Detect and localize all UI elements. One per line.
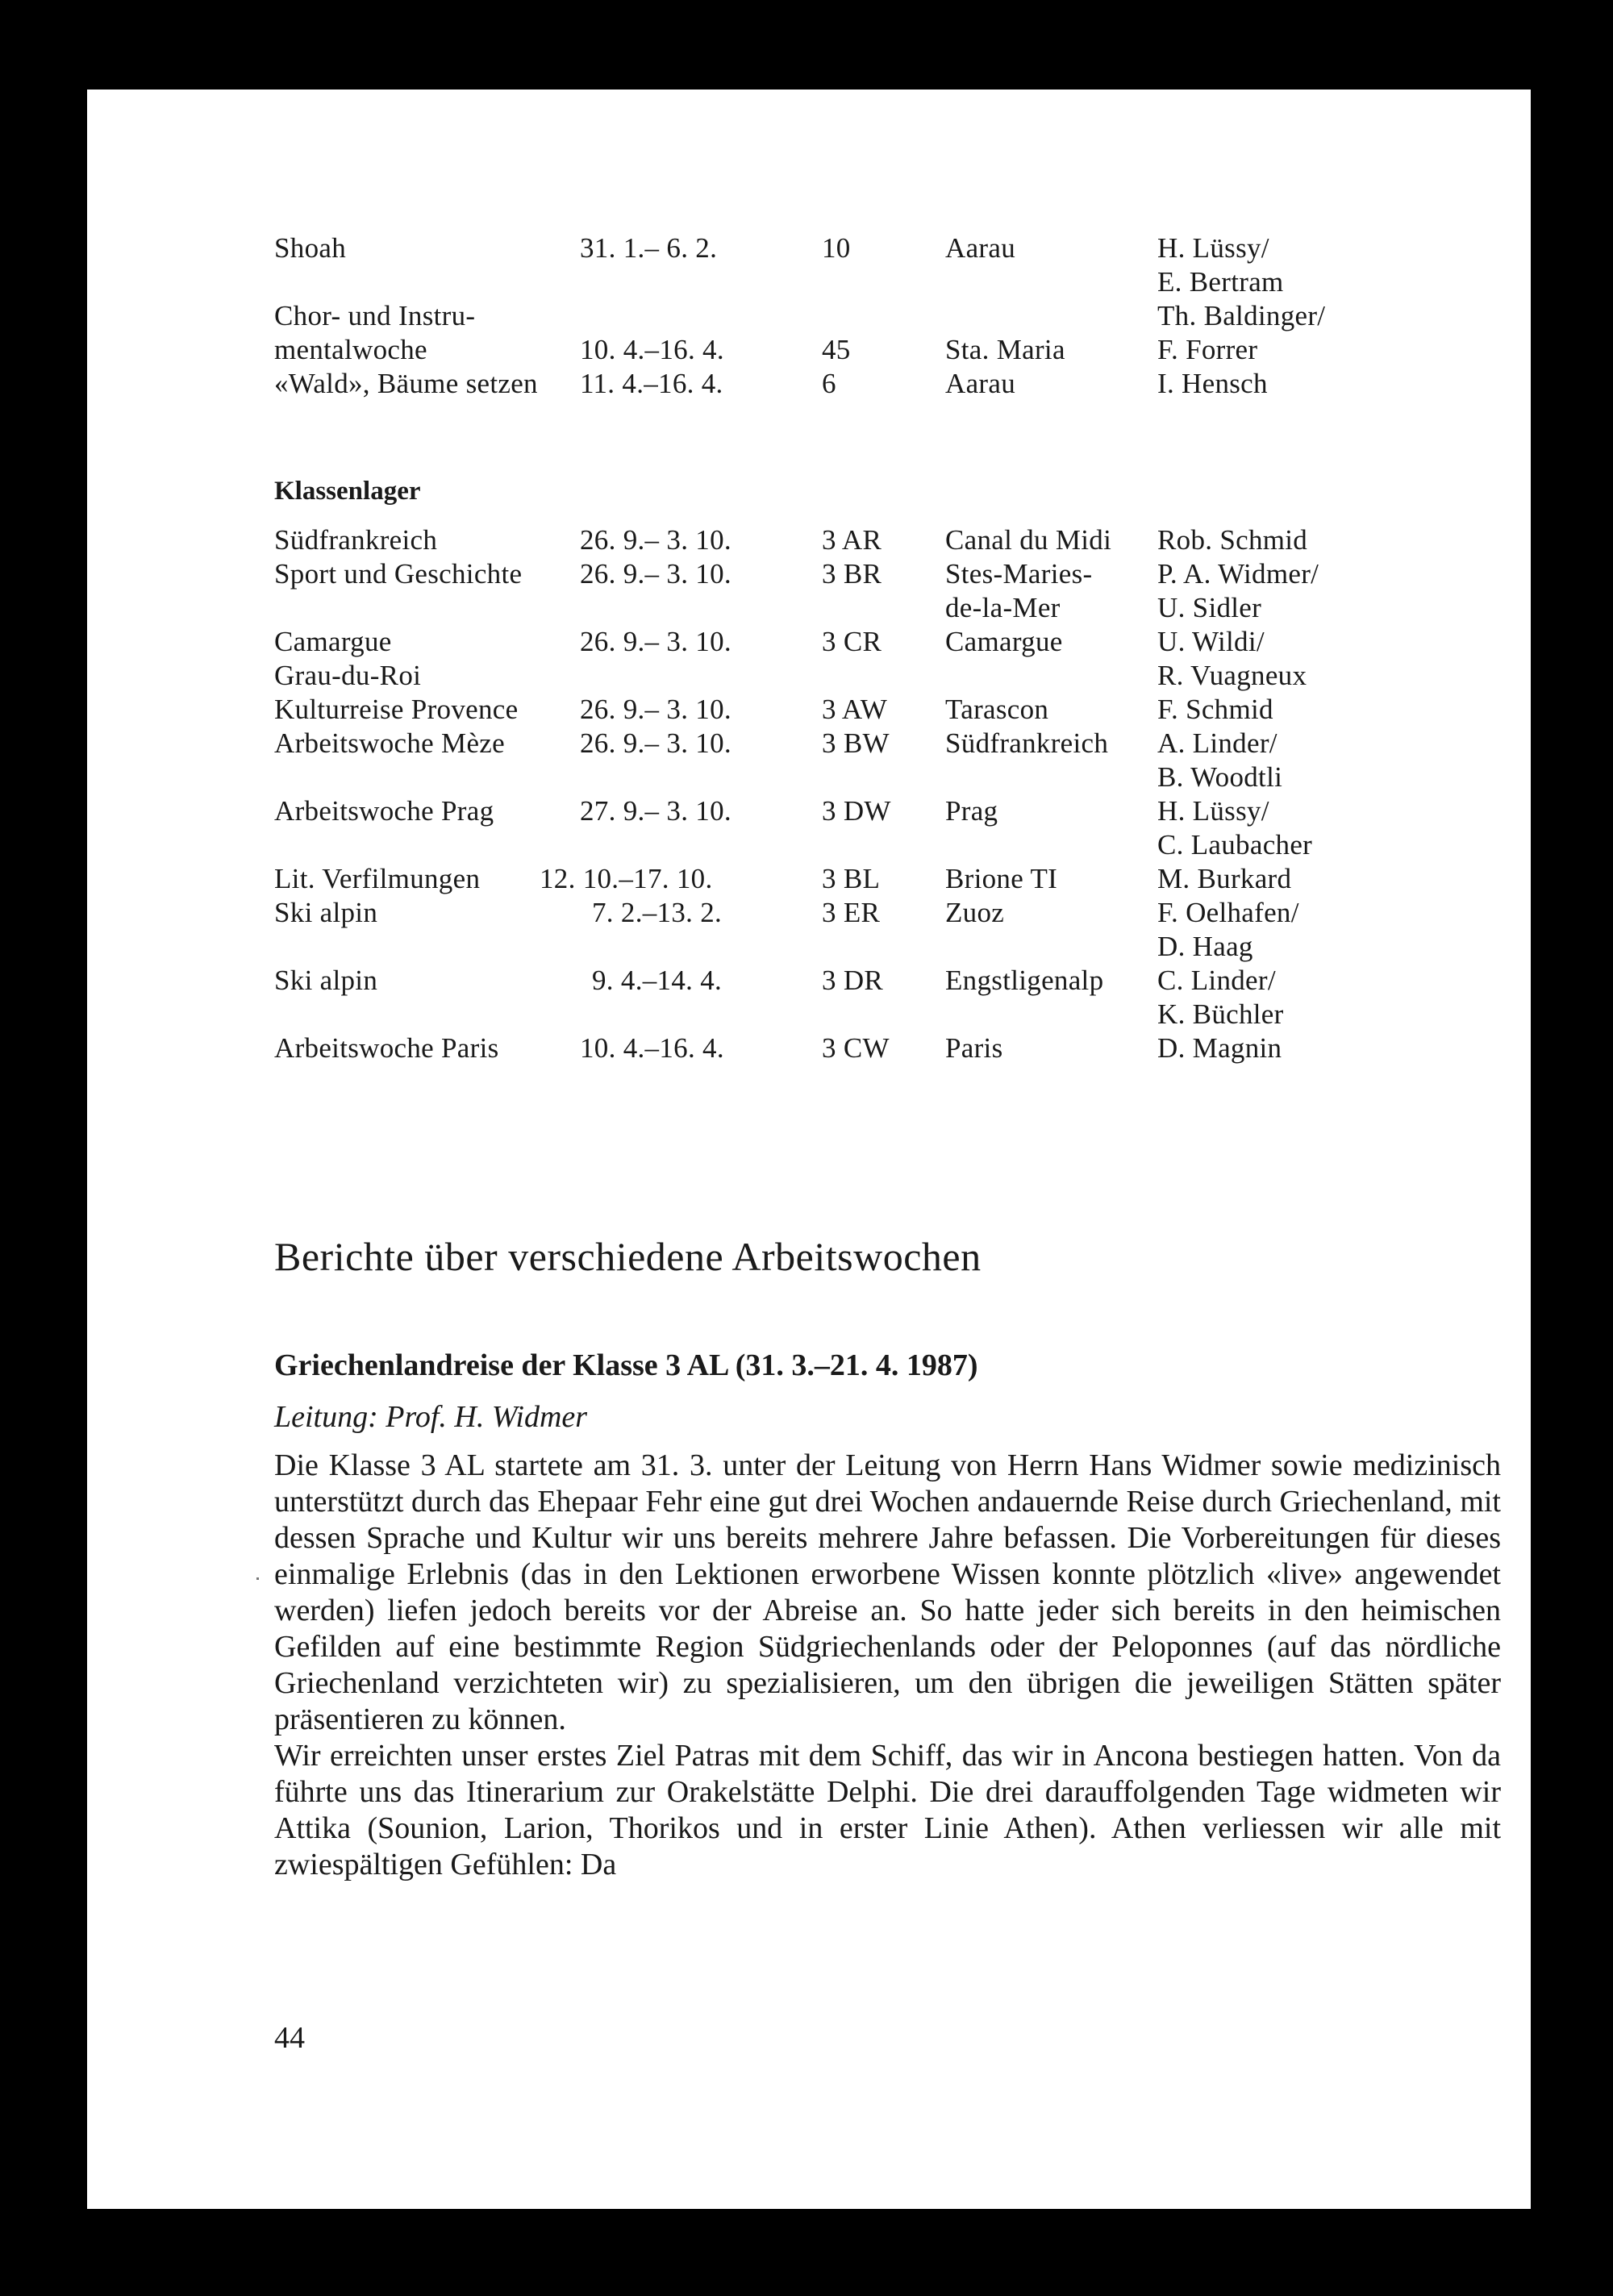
table-cell-place: Zuoz [945, 897, 1005, 928]
table-cell-class: 3 BL [822, 863, 881, 894]
article-paragraph: Die Klasse 3 AL startete am 31. 3. unter der Leitung von Herrn Hans Widmer sowie medizinisch unterstützt durch das Ehepaar Fehr eine gut drei Wochen andauernde Reise durch Griechenland, mit dessen Sprache und Kultur wir uns bereits mehrere Jahre befassen. Die Vorbereitungen für dieses einmalige Erlebnis (das in den Lektionen erworbene Wissen konnte plötzlich «live» angewendet werden) liefen jedoch bereits vor der Abreise an. So hatte jeder sich bereits in den heimischen Gefilden auf eine bestimmte Region Südgriechenlands oder der Peloponnes (auf das nördliche Griechenland verzichteten wir) zu spezialisieren, um den übrigen die jeweiligen Stätten später präsentieren zu können. [274, 1448, 1501, 1736]
table-cell-place: Südfrankreich [945, 727, 1109, 759]
table-cell-leader: R. Vuagneux [1157, 660, 1307, 691]
article-paragraph: Wir erreichten unser erstes Ziel Patras mit dem Schiff, das wir in Ancona bestiegen hatten. Von da führte uns das Itinerarium zur Orakelstätte Delphi. Die drei darauffolgenden Tage widmeten wir Attika (Sounion, Larion, Thorikos und in erster Linie Athen). Athen verliessen wir alle mit zwiespältigen Gefühlen: Da [274, 1739, 1501, 1881]
table-cell-leader: D. Magnin [1157, 1032, 1282, 1064]
table-cell-leader: U. Wildi/ [1157, 626, 1265, 657]
table-cell-leader: F. Forrer [1157, 334, 1258, 365]
table-cell-leader: F. Schmid [1157, 694, 1273, 725]
table-cell-dates: 26. 9.– 3. 10. [580, 727, 731, 759]
table-cell-dates: 12. 10.–17. 10. [540, 863, 713, 894]
table-cell-dates: 27. 9.– 3. 10. [580, 795, 731, 827]
table-cell-place: Paris [945, 1032, 1003, 1064]
table-cell-dates: 26. 9.– 3. 10. [580, 626, 731, 657]
table-cell-leader: K. Büchler [1157, 998, 1284, 1030]
table-cell-title: mentalwoche [274, 334, 427, 365]
page-number: 44 [274, 2021, 305, 2055]
table-cell-class: 3 DW [822, 795, 891, 827]
table-cell-leader: I. Hensch [1157, 368, 1268, 399]
table-cell-dates: 26. 9.– 3. 10. [580, 694, 731, 725]
table-cell-place: de-la-Mer [945, 592, 1061, 623]
table-cell-dates: 10. 4.–16. 4. [580, 334, 724, 365]
table-cell-leader: U. Sidler [1157, 592, 1262, 623]
table-cell-place: Prag [945, 795, 998, 827]
table-cell-title: Arbeitswoche Paris [274, 1032, 499, 1064]
table-cell-leader: F. Oelhafen/ [1157, 897, 1299, 928]
table-cell-place: Stes-Maries- [945, 558, 1093, 590]
table-cell-dates: 11. 4.–16. 4. [580, 368, 723, 399]
table-cell-leader: M. Burkard [1157, 863, 1292, 894]
table-cell-leader: A. Linder/ [1157, 727, 1277, 759]
klassenlager-heading: Klassenlager [274, 477, 421, 506]
table-cell-place: Tarascon [945, 694, 1049, 725]
table-cell-title: «Wald», Bäume setzen [274, 368, 538, 399]
table-cell-dates: 9. 4.–14. 4. [592, 965, 723, 996]
table-cell-leader: E. Bertram [1157, 266, 1284, 298]
article-subtitle: Griechenlandreise der Klasse 3 AL (31. 3.–21. 4. 1987) [274, 1348, 978, 1382]
table-cell-class: 3 BR [822, 558, 882, 590]
table-cell-title: Kulturreise Provence [274, 694, 519, 725]
table-cell-title: Ski alpin [274, 965, 378, 996]
table-cell-title: Sport und Geschichte [274, 558, 523, 590]
table-cell-place: Sta. Maria [945, 334, 1065, 365]
table-cell-title: Lit. Verfilmungen [274, 863, 481, 894]
table-cell-class: 3 CR [822, 626, 882, 657]
table-cell-place: Brione TI [945, 863, 1058, 894]
table-cell-place: Engstligenalp [945, 965, 1104, 996]
table-cell-title: Südfrankreich [274, 524, 438, 556]
table-cell-count: 10 [822, 232, 851, 264]
table-cell-leader: Th. Baldinger/ [1157, 300, 1326, 331]
table-cell-leader: Rob. Schmid [1157, 524, 1308, 556]
table-cell-class: 3 ER [822, 897, 881, 928]
table-cell-title: Arbeitswoche Mèze [274, 727, 505, 759]
article-leitung: Leitung: Prof. H. Widmer [274, 1400, 588, 1434]
table-cell-leader: D. Haag [1157, 931, 1253, 962]
table-cell-leader: B. Woodtli [1157, 761, 1283, 793]
table-cell-dates: 31. 1.– 6. 2. [580, 232, 718, 264]
table-cell-class: 3 AW [822, 694, 888, 725]
table-cell-title: Chor- und Instru- [274, 300, 476, 331]
table-cell-title: Camargue [274, 626, 392, 657]
table-cell-count: 6 [822, 368, 836, 399]
table-cell-leader: C. Laubacher [1157, 829, 1313, 860]
table-cell-dates: 26. 9.– 3. 10. [580, 558, 731, 590]
article-body [274, 1448, 1501, 1883]
table-cell-leader: H. Lüssy/ [1157, 232, 1269, 264]
table-cell-dates: 10. 4.–16. 4. [580, 1032, 724, 1064]
table-cell-leader: P. A. Widmer/ [1157, 558, 1319, 590]
margin-mark [256, 1577, 259, 1580]
table-cell-class: 3 BW [822, 727, 890, 759]
table-cell-title: Ski alpin [274, 897, 378, 928]
table-cell-leader: H. Lüssy/ [1157, 795, 1269, 827]
table-cell-place: Camargue [945, 626, 1063, 657]
table-cell-title: Grau-du-Roi [274, 660, 422, 691]
table-cell-place: Canal du Midi [945, 524, 1112, 556]
table-cell-place: Aarau [945, 232, 1016, 264]
table-cell-title: Arbeitswoche Prag [274, 795, 494, 827]
table-cell-count: 45 [822, 334, 851, 365]
article-section-title: Berichte über verschiedene Arbeitswochen [274, 1234, 982, 1279]
table-cell-leader: C. Linder/ [1157, 965, 1276, 996]
table-cell-place: Aarau [945, 368, 1016, 399]
table-cell-class: 3 DR [822, 965, 884, 996]
table-cell-class: 3 CW [822, 1032, 890, 1064]
table-cell-title: Shoah [274, 232, 346, 264]
table-cell-dates: 26. 9.– 3. 10. [580, 524, 731, 556]
table-cell-class: 3 AR [822, 524, 882, 556]
document-page [87, 90, 1531, 2209]
table-cell-dates: 7. 2.–13. 2. [592, 897, 723, 928]
